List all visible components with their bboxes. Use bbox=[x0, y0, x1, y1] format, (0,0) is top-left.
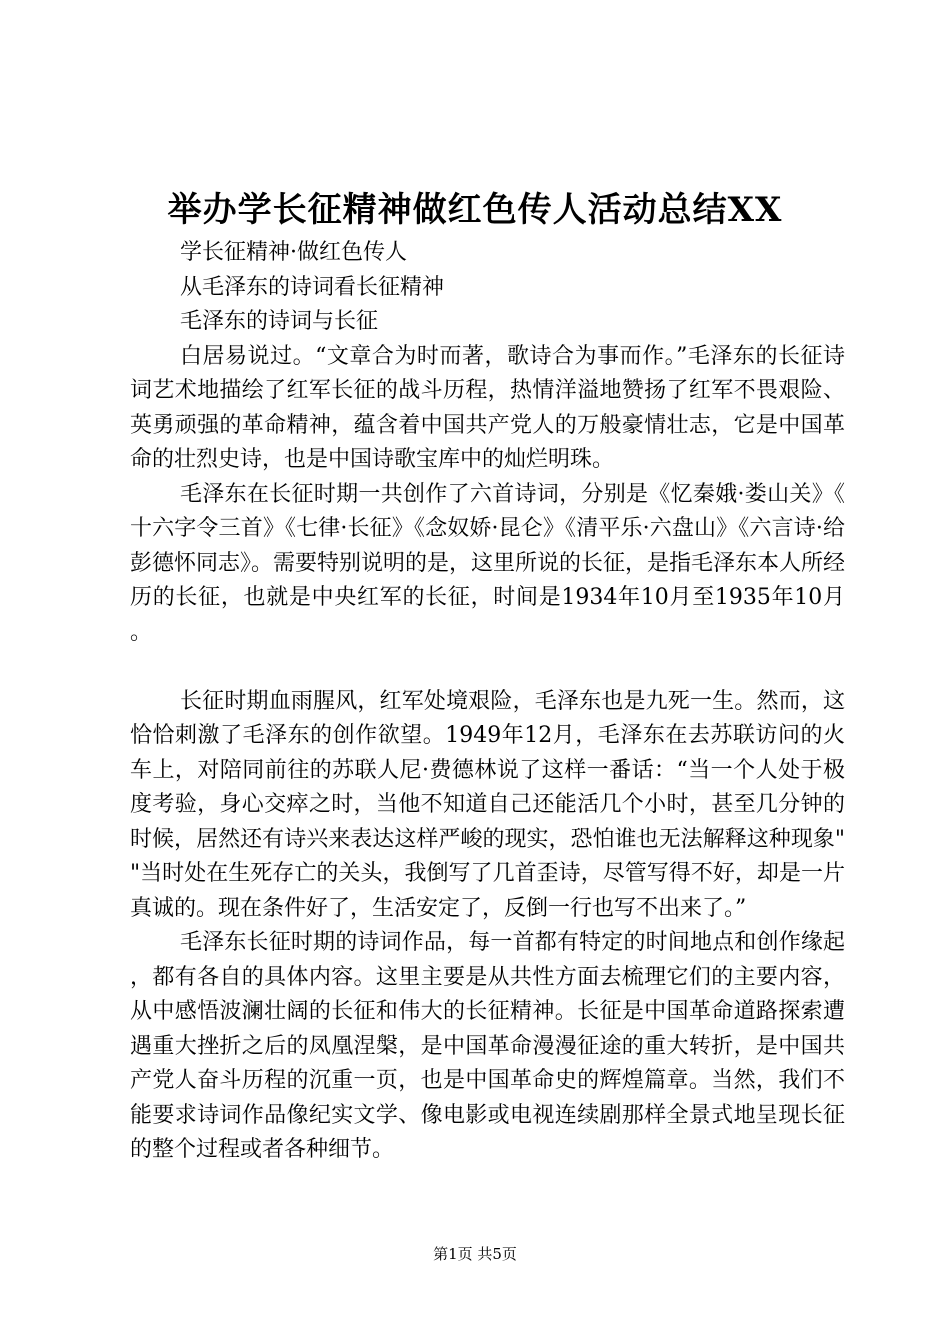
document-body bbox=[130, 236, 845, 1168]
subheading-3: 毛泽东的诗词与长征 bbox=[180, 309, 379, 334]
paragraph-2: 毛泽东在长征时期一共创作了六首诗词，分别是《忆秦娥·娄山关》《十六字令三首》《七律·长征》《念奴娇·昆仑》《清平乐·六盘山》《六言诗·给彭德怀同志》。需要特别说明的是，这里所说的长征，是指毛泽东本人所经历的长征，也就是中央红军的长征，时间是1934年10月至1935年10月。 bbox=[130, 481, 846, 645]
paragraph-1: 白居易说过。“文章合为时而著，歌诗合为事而作。”毛泽东的长征诗词艺术地描绘了红军长征的战斗历程，热情洋溢地赞扬了红军不畏艰险、英勇顽强的革命精神，蕴含着中国共产党人的万般豪情壮志，它是中国革命的壮烈史诗，也是中国诗歌宝库中的灿烂明珠。 bbox=[130, 343, 845, 472]
paragraph-3: 长征时期血雨腥风，红军处境艰险，毛泽东也是九死一生。然而，这恰恰刺激了毛泽东的创作欲望。1949年12月，毛泽东在去苏联访问的火车上，对陪同前往的苏联人尼·费德林说了这样一番话：“当一个人处于极度考验，身心交瘁之时，当他不知道自己还能活几个小时，甚至几分钟的时候，居然还有诗兴来表达这样严峻的现实，恐怕谁也无法解释这种现象""当时处在生死存亡的关头，我倒写了几首歪诗，尽管写得不好，却是一片真诚的。现在条件好了，生活安定了，反倒一行也写不出来了。” bbox=[130, 688, 845, 921]
subheading-2: 从毛泽东的诗词看长征精神 bbox=[180, 274, 445, 300]
page-footer: 第1页 共5页 bbox=[433, 1245, 517, 1263]
subheading-1: 学长征精神·做红色传人 bbox=[180, 240, 407, 265]
document-title: 举办学长征精神做红色传人活动总结XX bbox=[167, 190, 783, 230]
paragraph-4: 毛泽东长征时期的诗词作品，每一首都有特定的时间地点和创作缘起，都有各自的具体内容。这里主要是从共性方面去梳理它们的主要内容，从中感悟波澜壮阔的长征和伟大的长征精神。长征是中国革命道路探索遭遇重大挫折之后的凤凰涅槃，是中国革命漫漫征途的重大转折，是中国共产党人奋斗历程的沉重一页，也是中国革命史的辉煌篇章。当然，我们不能要求诗词作品像纪实文学、像电影或电视连续剧那样全景式地呈现长征的整个过程或者各种细节。 bbox=[130, 930, 845, 1162]
paragraph-gap bbox=[130, 650, 845, 685]
